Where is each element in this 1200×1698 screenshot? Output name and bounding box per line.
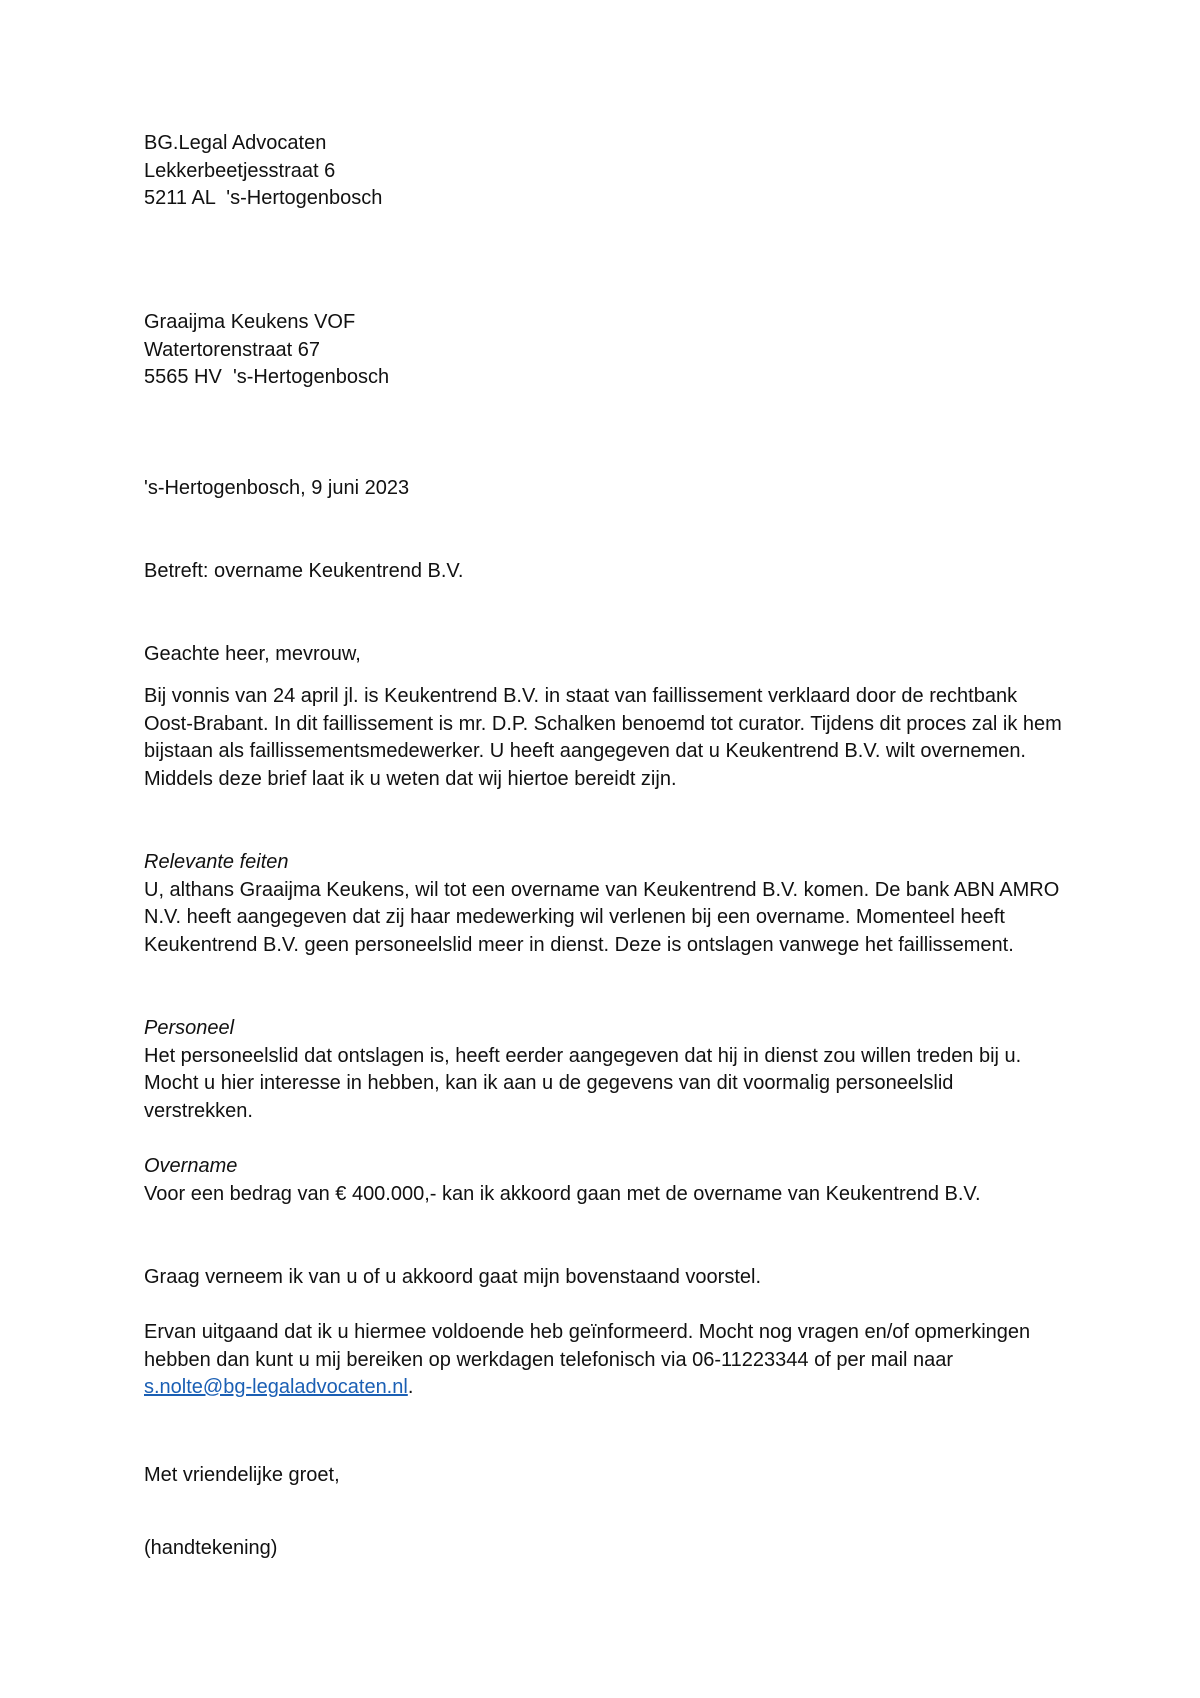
section-personeel — [144, 1015, 1064, 1125]
date-line: 's-Hertogenbosch, 9 juni 2023 — [144, 477, 410, 499]
section-overname — [144, 1153, 1064, 1208]
section-heading: Relevante feiten — [144, 851, 289, 873]
request-paragraph: Graag verneem ik van u of u akkoord gaat mijn bovenstaand voorstel. — [144, 1266, 762, 1288]
sender-street: Lekkerbeetjesstraat 6 — [144, 159, 336, 182]
closing-period: . — [407, 1376, 414, 1398]
section-heading: Personeel — [144, 1017, 235, 1039]
salutation: Geachte heer, mevrouw, — [144, 643, 361, 665]
email-link[interactable]: s.nolte@bg-legaladvocaten.nl — [144, 1376, 408, 1398]
section-text: U, althans Graaijma Keukens, wil tot een overname van Keukentrend B.V. komen. De bank ABN AMRO N.V. heeft aangegeven dat zij haar medewerking wil verlenen bij een overname. Momenteel heeft Keukentrend B.V. geen personeelslid meer in dienst. Deze is ontslagen vanwege het faillissement. — [144, 878, 1060, 956]
section-text: Het personeelslid dat ontslagen is, heeft eerder aangegeven dat hij in dienst zou willen treden bij u. Mocht u hier interesse in hebben, kan ik aan u de gegevens van dit voormalig personeelslid verstrekken. — [144, 1044, 1022, 1122]
section-relevante-feiten — [144, 849, 1064, 959]
greeting: Met vriendelijke groet, — [144, 1464, 340, 1486]
recipient-street: Watertorenstraat 67 — [144, 338, 321, 361]
closing-text: Ervan uitgaand dat ik u hiermee voldoende heb geïnformeerd. Mocht nog vragen en/of opmerkingen hebben dan kunt u mij bereiken op werkdagen telefonisch via 06-11223344 of per mail naar — [144, 1321, 1031, 1371]
recipient-name: Graaijma Keukens VOF — [144, 311, 356, 333]
subject-line: Betreft: overname Keukentrend B.V. — [144, 560, 464, 582]
closing-paragraph — [144, 1319, 1064, 1402]
intro-paragraph: Bij vonnis van 24 april jl. is Keukentrend B.V. in staat van faillissement verklaard door de rechtbank Oost-Brabant. In dit faillissement is mr. D.P. Schalken benoemd tot curator. Tijdens dit proces zal ik hem bijstaan als faillissementsmedewerker. U heeft aangegeven dat u Keukentrend B.V. wilt overnemen. Middels deze brief laat ik u weten dat wij hiertoe bereidt zijn. — [144, 685, 1062, 790]
section-text: Voor een bedrag van € 400.000,- kan ik akkoord gaan met de overname van Keukentrend B.V. — [144, 1182, 981, 1205]
section-heading: Overname — [144, 1155, 238, 1177]
recipient-address — [144, 309, 1064, 392]
sender-name: BG.Legal Advocaten — [144, 132, 327, 154]
recipient-city: 5565 HV 's-Hertogenbosch — [144, 366, 390, 388]
sender-city: 5211 AL 's-Hertogenbosch — [144, 187, 383, 209]
signature: (handtekening) — [144, 1537, 278, 1559]
sender-address — [144, 130, 1064, 213]
